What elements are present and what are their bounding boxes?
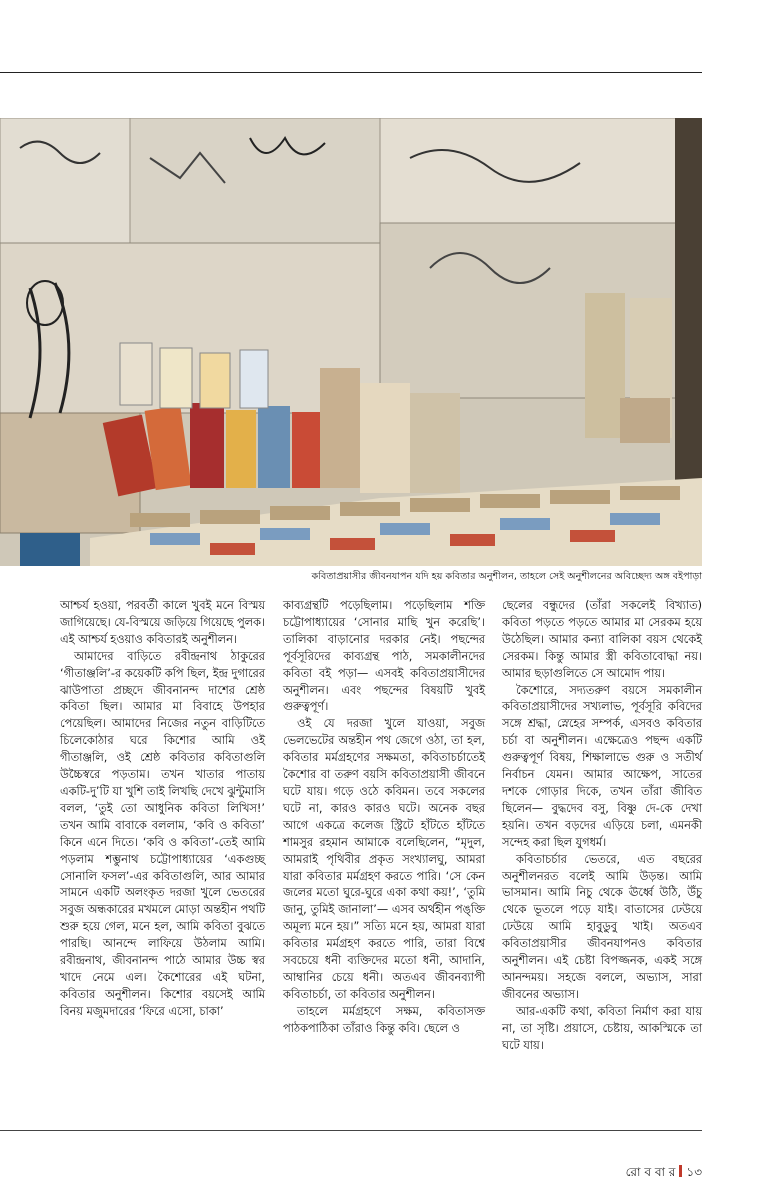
bottom-rule (0, 1130, 702, 1131)
paragraph: কাব্যগ্রন্থটি পড়েছিলাম। পড়েছিলাম শক্তি চট্টোপাধ্যায়ের ‘সোনার মাছি খুন করেছি’। তালিকা বাড়ানোর দরকার নেই। পছন্দের পূর্বসূরিদের কাব্যগ্রন্থ পাঠ, সমকালীনদের কবিতা বই পড়া— এসবই কবিতাপ্রয়াসীদের অনুশীলন। এবং পছন্দের বিষয়টি খুবই গুরুত্বপূর্ণ। (283, 599, 485, 714)
footer-separator (679, 1165, 682, 1177)
paragraph: ছেলের বন্ধুদের (তাঁরা সকলেই বিখ্যাত) কবিতা পড়তে পড়তে আমার মা সেরকম হয়ে উঠেছিল। আমার কন্যা বালিকা বয়স থেকেই সেরকম। কিন্তু আমার স্ত্রী কবিতাবোদ্ধা নয়। আমার ছড়াগুলিতে সে আমোদ পায়। (502, 599, 702, 680)
bookstall-photo (0, 118, 702, 566)
article-column-1 (60, 598, 265, 1021)
paragraph: আশ্চর্য হওয়া, পরবর্তী কালে খুবই মনে বিস্ময় জাগিয়েছে। যে-বিস্ময়ে জড়িয়ে গিয়েছে পুলক। এই আশ্চর্য হওয়াও কবিতারই অনুশীলন। (60, 599, 265, 646)
paragraph: আমাদের বাড়িতে রবীন্দ্রনাথ ঠাকুরের ‘গীতাঞ্জলি’-র কয়েকটি কপি ছিল, ইন্দ্র দুগারের ঝাউপাতা প্রচ্ছদে জীবনানন্দ দাশের শ্রেষ্ঠ কবিতা ছিল। আমার মা বিবাহে উপহার পেয়েছিল। আমাদের নিজের নতুন বাড়িটিতে চিলেকোঠার ঘরে কিশোর আমি ওই গীতাঞ্জলি, ওই শ্রেষ্ঠ কবিতার কবিতাগুলি উচ্চৈস্বরে পড়তাম। তখন খাতার পাতায় একটি-দু’টি যা খুশি তাই লিখছি দেখে ঝুন্টুমাসি বলল, ‘তুই তো আধুনিক কবিতা লিখিস!’ তখন আমি বাবাকে বললাম, ‘কবি ও কবিতা’ কিনে এনে দিতে। ‘কবি ও কবিতা’-তেই আমি পড়লাম শম্ভুনাথ চট্টোপাধ্যায়ের ‘একগুচ্ছ সোনালি ফসল’-এর কবিতাগুলি, আর আমার সামনে একটি অলংকৃত দরজা খুলে ভেতরের সবুজ অন্ধকারের মখমলে মোড়া অন্তহীন পথটি শুরু হয়ে গেল, মনে হল, আমি কবিতা বুঝতে পারছি। আনন্দে লাফিয়ে উঠলাম আমি। রবীন্দ্রনাথ, জীবনানন্দ পাঠে আমার উচ্চ স্বর খাদে নেমে এল। কৈশোরের এই ঘটনা, কবিতার অনুশীলন। কিশোর বয়সেই আমি বিনয় মজুমদারের ‘ফিরে এসো, চাকা’ (60, 649, 265, 1018)
paragraph: ওই যে দরজা খুলে যাওয়া, সবুজ ভেলভেটের অন্তহীন পথ জেগে ওঠা, তা হল, কবিতার মর্মগ্রহণের সক্ষমতা, কবিতাচর্চাতেই কৈশোর বা তরুণ বয়সি কবিতাপ্রয়াসী জীবনে ঘটে যায়। গড়ে ওঠে কবিমন। তবে সকলের ঘটে না, কারও কারও ঘটে। অনেক বছর আগে একত্রে কলেজ স্ট্রিটে হাঁটতে হাঁটতে শামসুর রহমান আমাকে বলেছিলেন, “মৃদুল, আমরাই পৃথিবীর প্রকৃত সংখ্যালঘু, আমরা যারা কবিতার মর্মগ্রহণ করতে পারি। ‘সে কেন জলের মতো ঘুরে-ঘুরে একা কথা কয়!’, ‘তুমি জানু, তুমিই জানালা’— এসব অর্থহীন পঙ্‌ক্তি অমূল্য মনে হয়।” সত্যি মনে হয়, আমরা যারা কবিতার মর্মগ্রহণ করতে পারি, তারা বিশ্বে সবচেয়ে ধনী ব্যক্তিদের মতো ধনী, আদানি, আম্বানির চেয়ে ধনী। অতএব জীবনব্যাপী কবিতাচর্চা, তা কবিতার অনুশীলন। (283, 717, 485, 1001)
article-column-3 (502, 598, 702, 1054)
page-footer (590, 1164, 702, 1184)
paragraph: তাহলে মর্মগ্রহণে সক্ষম, কবিতাসক্ত পাঠকপাঠিকা তাঁরাও কিন্তু কবি। ছেলে ও (283, 1004, 485, 1035)
paragraph: কবিতাচর্চার ভেতরে, এত বছরের অনুশীলনরত বলেই আমি উড়ন্ত। আমি ভাসমান। আমি নিচু থেকে ঊর্ধ্বে উঠি, উঁচু থেকে ভূতলে পড়ে যাই। বাতাসের ঢেউয়ে ঢেউয়ে আমি হাবুডুবু খাই। অতএব কবিতাপ্রয়াসীর জীবনযাপনও কবিতার অনুশীলন। এই চেষ্টা বিপজ্জনক, একই সঙ্গে আনন্দময়। সহজে বললে, অভ্যাস, সারা জীবনের অভ্যাস। (502, 852, 702, 1001)
photo-caption: কবিতাপ্রয়াসীর জীবনযাপন যদি হয় কবিতার অনুশীলন, তাহলে সেই অনুশীলনের অবিচ্ছেদ্য অঙ্গ বইপাড়া (311, 571, 702, 582)
paragraph: আর-একটি কথা, কবিতা নির্মাণ করা যায় না, তা সৃষ্টি। প্রয়াসে, চেষ্টায়, আকস্মিকে তা ঘটে যায়। (502, 1004, 702, 1052)
paragraph: কৈশোরে, সদ্যতরুণ বয়সে সমকালীন কবিতাপ্রয়াসীদের সখ্যলাভ, পূর্বসূরি কবিদের সঙ্গে শ্রদ্ধা, স্নেহের সম্পর্ক, এসবও কবিতার চর্চা বা অনুশীলন। এক্ষেত্রেও পছন্দ একটি গুরুত্বপূর্ণ বিষয়, শিক্ষালাভে গুরু ও সতীর্থ নির্বাচন যেমন। আমার আক্ষেপ, সাতের দশকে গোড়ার দিকে, তখন তাঁরা জীবিত ছিলেন— বুদ্ধদেব বসু, বিষ্ণু দে-কে দেখা হয়নি। তখন বড়দের এড়িয়ে চলা, এমনকী সন্দেহ করা ছিল যুগধর্ম। (502, 683, 702, 849)
top-rule (0, 72, 702, 73)
article-column-2 (283, 598, 485, 1038)
page-number: ১৩ (686, 1165, 702, 1179)
magazine-name: রো ব বা র (625, 1165, 676, 1179)
photo-illustration (0, 118, 702, 566)
